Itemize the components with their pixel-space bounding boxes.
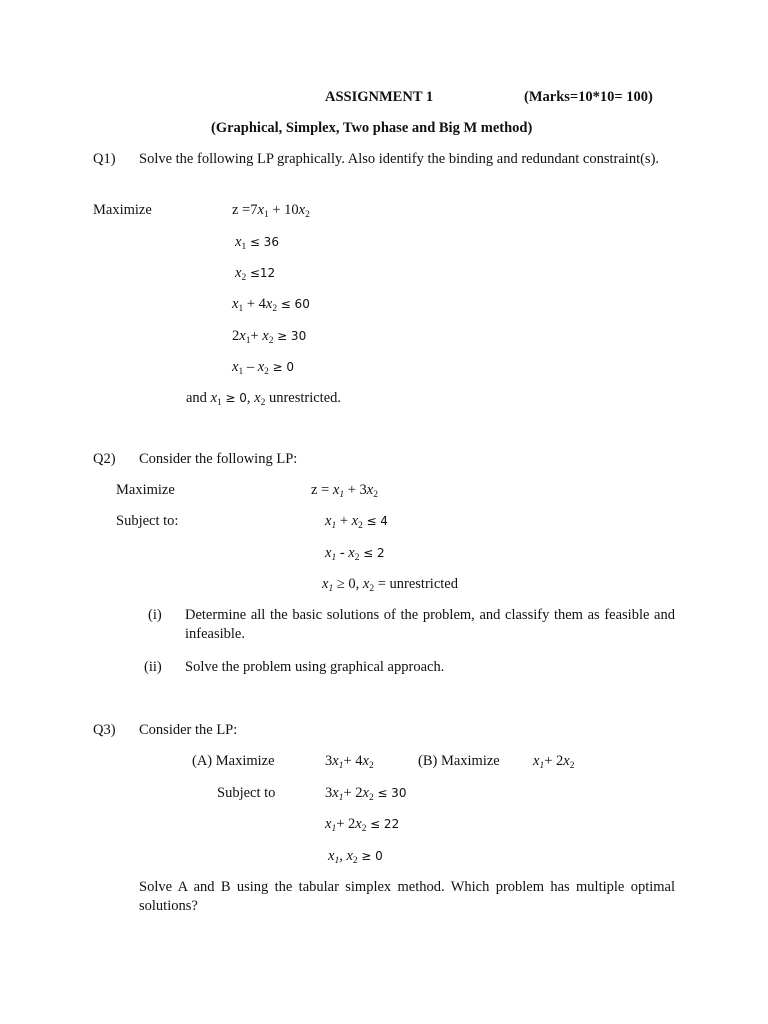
- q3-constraint-2: $x_1+ 2x_2 \le 22$: [325, 816, 400, 834]
- q2-intro: Consider the following LP:: [139, 451, 298, 467]
- q1-constraint-4: $2x_1+ x_2 \ge 30$: [232, 328, 307, 346]
- q1-constraint-5: $x_1 - x_2 \ge 0$: [232, 359, 295, 377]
- assignment-subtitle: (Graphical, Simplex, Two phase and Big M method): [211, 120, 533, 136]
- q2-objective: $z = x_1 + 3x_2$: [311, 482, 378, 500]
- q3-closing-text: Solve A and B using the tabular simplex method. Which problem has multiple optimal solutions?: [139, 879, 675, 914]
- q1-text: Solve the following LP graphically. Also identify the binding and redundant constraint(s).: [139, 151, 660, 167]
- q2-constraint-1: $x_1 + x_2 \le 4$: [325, 513, 388, 531]
- q3-nonnegativity: $x_1$, $x_2 \ge 0$: [328, 848, 383, 866]
- assignment-title: ASSIGNMENT 1: [325, 89, 434, 105]
- q1-number: Q1): [93, 151, 116, 167]
- q2-constraint-2: $x_1 - x_2 \le 2$: [325, 545, 385, 563]
- q1-objective: $z =7x_1 + 10x_2$: [232, 202, 310, 220]
- q2-maximize-label: Maximize: [116, 482, 175, 498]
- q3-b-label: (B) Maximize: [418, 753, 500, 769]
- q3-a-objective: $3x_1+ 4x_2$: [325, 753, 374, 771]
- q1-maximize-label: Maximize: [93, 202, 152, 218]
- q2-number: Q2): [93, 451, 116, 467]
- q3-b-objective: $x_1+ 2x_2$: [533, 753, 575, 771]
- q3-a-label: (A) Maximize: [192, 753, 275, 769]
- q1-constraint-2: $x_2 \le 12$: [235, 265, 276, 283]
- q3-number: Q3): [93, 722, 116, 738]
- q2-part-ii-text: Solve the problem using graphical approach.: [185, 659, 445, 675]
- q1-constraint-1: $x_1 \le 36$: [235, 234, 279, 252]
- q2-subject-label: Subject to:: [116, 513, 179, 529]
- q1-nonnegativity: and $x_1 \ge 0$, $x_2$ unrestricted.: [186, 390, 342, 408]
- marks-label: (Marks=10*10= 100): [524, 89, 653, 105]
- q3-intro: Consider the LP:: [139, 722, 238, 738]
- q2-part-ii-label: (ii): [144, 659, 162, 675]
- q2-nonnegativity: $x_1 \ge 0$, $x_2$ = unrestricted: [322, 576, 458, 594]
- q3-subject-label: Subject to: [217, 785, 276, 801]
- q3-constraint-1: $3x_1+ 2x_2 \le 30$: [325, 785, 407, 803]
- q2-part-i-label: (i): [148, 607, 162, 623]
- q1-constraint-3: $x_1 + 4x_2 \le 60$: [232, 296, 310, 314]
- q2-part-i-text: Determine all the basic solutions of the problem, and classify them as feasible and infeasible.: [185, 607, 675, 642]
